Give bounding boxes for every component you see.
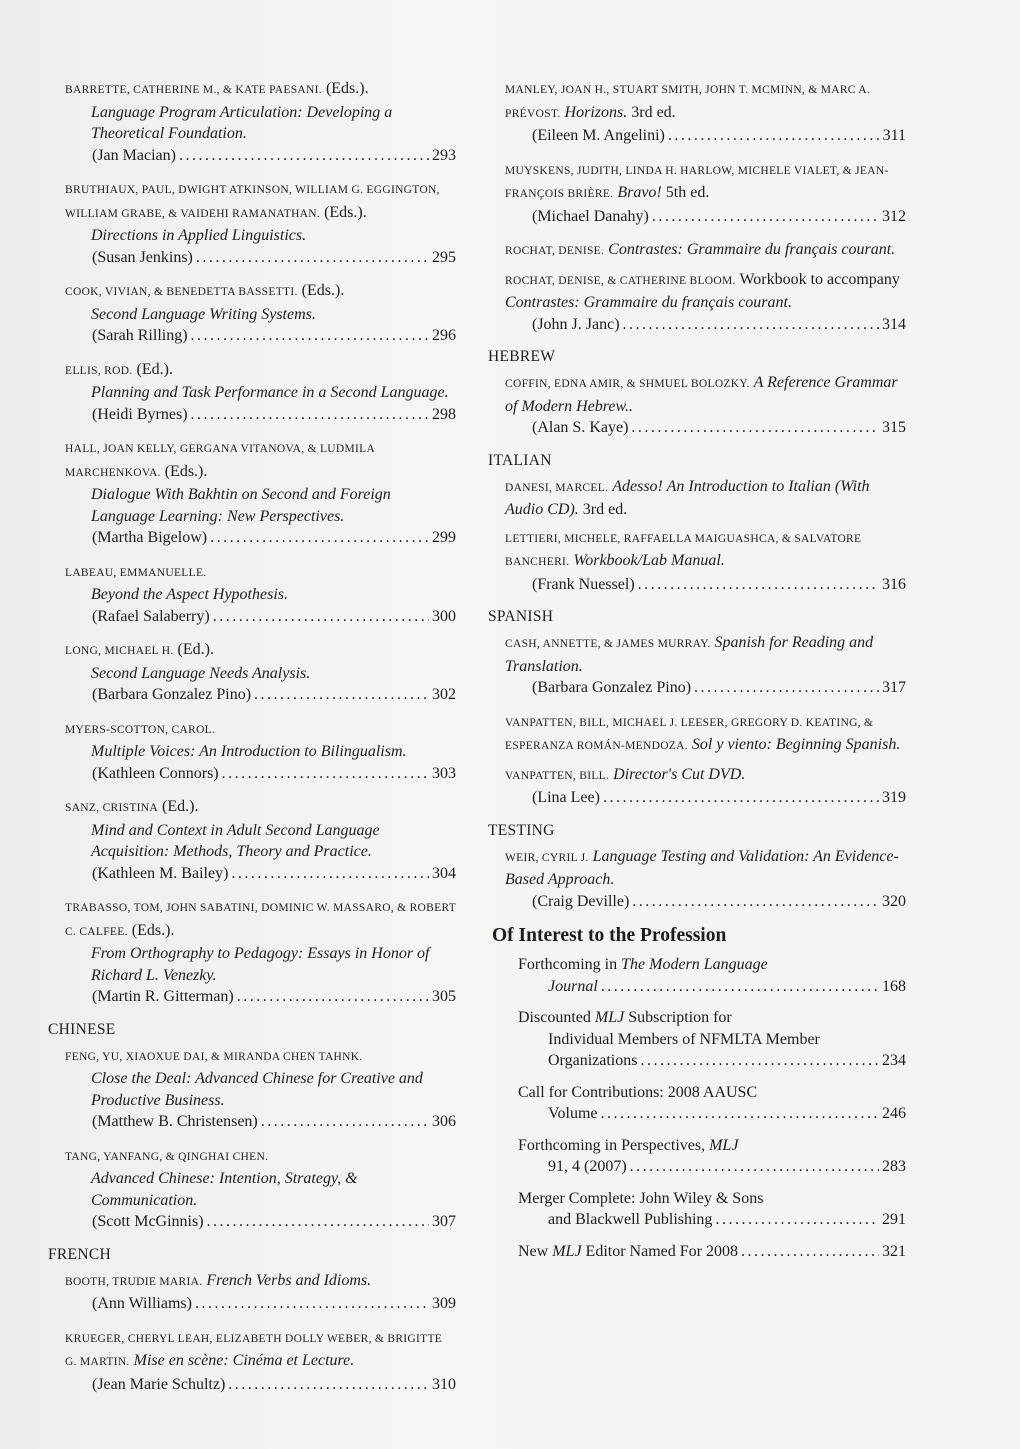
reviewer: (Barbara Gonzalez Pino): [532, 679, 692, 696]
page-number: 304: [432, 864, 456, 882]
review-line: [505, 125, 906, 147]
of-interest-text: [518, 1137, 738, 1154]
of-interest-text: [548, 1103, 597, 1125]
section-heading-testing: TESTING: [488, 821, 555, 839]
of-interest-fragment: 91, 4 (2007): [548, 1158, 627, 1175]
of-interest-item: [488, 1241, 906, 1263]
entry-eds: (Eds.).: [325, 80, 369, 97]
leader-dots: [715, 1209, 879, 1231]
of-interest-text: [548, 1209, 712, 1231]
page-number: 317: [882, 679, 906, 696]
reviewer: (Sarah Rilling): [92, 327, 188, 344]
entry-authors: LABEAU, EMMANUELLE.: [65, 566, 207, 579]
section-heading-hebrew: HEBREW: [488, 348, 556, 365]
section-heading-french: FRENCH: [48, 1245, 111, 1263]
entry: [488, 764, 906, 809]
entry-title: Bravo!: [617, 184, 662, 201]
reviewer: (Ann Williams): [92, 1295, 192, 1312]
entry-authors: LONG, MICHAEL H.: [65, 645, 174, 657]
review-line: [65, 986, 456, 1008]
of-interest-fragment: Organizations: [548, 1052, 638, 1069]
entry: [48, 796, 456, 884]
entry-title: Contrastes: Grammaire du français courant.: [505, 294, 792, 311]
entry-title: Contrastes: Grammaire du français courant.: [608, 241, 896, 258]
review-line: [505, 206, 906, 228]
review-line: [65, 684, 456, 706]
entry: [488, 527, 906, 596]
page-number: 309: [432, 1295, 456, 1312]
page-number: 319: [882, 789, 906, 806]
of-interest-text: [548, 1031, 820, 1048]
entry-authors: CASH, ANNETTE, & JAMES MURRAY.: [505, 638, 711, 650]
entry: [48, 359, 456, 426]
entry: [48, 1145, 456, 1233]
reviewer: (Jan Macian): [92, 146, 176, 164]
page-number: 283: [882, 1158, 906, 1175]
of-interest-line: [518, 954, 906, 976]
entry: [48, 639, 456, 706]
entry-title: A Reference Grammar of Modern Hebrew..: [505, 374, 898, 415]
of-interest-fragment: Volume: [548, 1105, 598, 1122]
entry-authors: FENG, YU, XIAOXUE DAI, & MIRANDA CHEN TAHNK.: [65, 1050, 363, 1063]
page-number: 295: [432, 248, 456, 266]
page-number: 293: [432, 146, 456, 164]
of-interest-fragment: Subscription for: [624, 1009, 732, 1026]
of-interest-fragment: MLJ: [594, 1009, 625, 1026]
entry-title: Sol y viento: Beginning Spanish.: [691, 736, 901, 753]
of-interest-last-line: [518, 1241, 906, 1263]
entry: [488, 632, 906, 699]
of-interest-text: [518, 1084, 757, 1101]
entry-authors: SANZ, CRISTINA: [65, 802, 159, 814]
entry-edition: 3rd ed.: [631, 103, 676, 121]
reviewer: (Susan Jenkins): [92, 248, 193, 266]
right-column: [488, 78, 906, 1272]
of-interest-text: [518, 956, 768, 973]
section-heading-chinese: CHINESE: [48, 1020, 116, 1038]
of-interest-fragment: Journal: [548, 977, 598, 995]
entry: [488, 269, 906, 336]
entry-eds: (Ed.).: [136, 360, 173, 378]
leader-dots: [630, 1156, 879, 1178]
of-interest-fragment: New: [518, 1242, 553, 1260]
section-heading-italian: ITALIAN: [488, 451, 552, 469]
of-interest-fragment: The Modern Language: [621, 956, 768, 973]
of-interest-heading: Of Interest to the Profession: [492, 925, 727, 946]
of-interest-text: [548, 976, 598, 998]
entry-authors: MYERS-SCOTTON, CAROL.: [65, 723, 216, 736]
of-interest-fragment: Merger Complete: John Wiley & Sons: [518, 1189, 764, 1207]
of-interest-text: [548, 1156, 627, 1178]
entry: [488, 846, 906, 913]
entry-title: Dialogue With Bakhtin on Second and Foreign Language Learning: New Perspectives.: [91, 486, 391, 525]
entry-title: Second Language Writing Systems.: [91, 305, 316, 323]
entry-eds: (Eds.).: [324, 203, 367, 221]
page-number: 312: [882, 207, 906, 225]
page-number: 314: [882, 315, 906, 333]
entry: [48, 1270, 456, 1315]
entry-authors: MUYSKENS, JUDITH, LINDA H. HARLOW, MICHELE VIALET, & JEAN-FRANÇOIS BRIÈRE.: [505, 164, 889, 200]
of-interest-line: [518, 1082, 906, 1104]
review-line: [65, 763, 456, 785]
reviewer: (Kathleen M. Bailey): [92, 864, 229, 882]
entry-title: From Orthography to Pedagogy: Essays in Honor of Richard L. Venezky.: [91, 945, 430, 984]
reviewer: (Barbara Gonzalez Pino): [92, 686, 252, 703]
entry: [488, 159, 906, 228]
page-number: 316: [882, 575, 906, 593]
entry-title: Spanish for Reading and Translation.: [505, 634, 874, 675]
entry: [48, 896, 456, 1008]
of-interest-fragment: MLJ: [709, 1136, 739, 1154]
entry-title: Second Language Needs Analysis.: [91, 664, 311, 682]
entry-authors: KRUEGER, CHERYL LEAH, ELIZABETH DOLLY WEBER, & BRIGITTE G. MARTIN.: [65, 1332, 443, 1368]
entry-title: Close the Deal: Advanced Chinese for Creative and Productive Business.: [91, 1070, 423, 1109]
entry-authors: WEIR, CYRIL J.: [505, 851, 589, 864]
entry: [48, 561, 456, 628]
reviewer: (Alan S. Kaye): [532, 419, 629, 436]
of-interest-fragment: Individual Members of NFMLTA Member: [548, 1030, 820, 1048]
entry-title: French Verbs and Idioms.: [206, 1271, 372, 1289]
entry-title: Horizons.: [564, 103, 628, 121]
entry-title: Director's Cut DVD.: [613, 765, 746, 783]
entry: [488, 78, 906, 147]
entry-authors: MANLEY, JOAN H., STUART SMITH, JOHN T. MCMINN, & MARC A. PRÉVOST.: [505, 84, 871, 120]
of-interest-list: [488, 954, 906, 1262]
page-number: 307: [432, 1213, 456, 1230]
entry-eds: (Ed.).: [162, 798, 199, 815]
entry-edition: 5th ed.: [665, 184, 710, 201]
entry-authors: VANPATTEN, BILL, MICHAEL J. LEESER, GREGORY D. KEATING, & ESPERANZA ROMÁN-MENDOZA.: [505, 716, 874, 752]
section-heading-spanish: SPANISH: [488, 608, 554, 625]
review-line: [65, 1374, 456, 1396]
entry-authors: LETTIERI, MICHELE, RAFFAELLA MAIGUASHCA, & SALVATORE BANCHERI.: [505, 532, 862, 568]
entry-title: Directions in Applied Linguistics.: [91, 227, 307, 244]
page-number: 299: [432, 529, 456, 546]
entry-edition: 3rd ed.: [582, 501, 628, 518]
reviewer: (Matthew B. Christensen): [92, 1113, 258, 1130]
review-line: [65, 1111, 456, 1133]
entry-authors: BOOTH, TRUDIE MARIA.: [65, 1275, 203, 1288]
entry: [48, 280, 456, 347]
of-interest-item: [488, 1007, 906, 1072]
of-interest-line: [518, 1188, 906, 1210]
page-number: 315: [882, 419, 906, 436]
reviewer: (Heidi Byrnes): [92, 405, 188, 423]
entry-title: Mise en scène: Cinéma et Lecture.: [133, 1352, 355, 1369]
review-line: [505, 417, 906, 439]
of-interest-line: [518, 1135, 906, 1157]
review-line: [505, 314, 906, 336]
entry-title: Adesso! An Introduction to Italian (With Audio CD).: [505, 477, 870, 518]
entry: [488, 476, 906, 521]
review-line: [65, 863, 456, 885]
page-number: 168: [882, 977, 906, 995]
of-interest-text: [548, 1050, 637, 1072]
entry: [488, 239, 906, 263]
entry-authors: BARRETTE, CATHERINE M., & KATE PAESANI.: [65, 84, 322, 96]
entry: [48, 178, 456, 268]
reviewer: (Rafael Salaberry): [92, 607, 210, 625]
of-interest-fragment: Forthcoming in Perspectives,: [518, 1136, 710, 1154]
entry-title: Language Program Articulation: Developing a Theoretical Foundation.: [91, 103, 393, 142]
reviewer: (Jean Marie Schultz): [92, 1375, 226, 1393]
entry-authors: BRUTHIAUX, PAUL, DWIGHT ATKINSON, WILLIAM G. EGGINGTON, WILLIAM GRABE, & VAIDEHI RAMANATHAN.: [65, 184, 440, 220]
entry: [48, 1045, 456, 1133]
reviewer: (Scott McGinnis): [92, 1213, 204, 1230]
entry-authors: TANG, YANFANG, & QINGHAI CHEN.: [65, 1150, 269, 1163]
review-line: [65, 527, 456, 549]
of-interest-text: [518, 1241, 738, 1263]
reviewer: (John J. Janc): [532, 315, 620, 333]
of-interest-item: [488, 1188, 906, 1231]
reviewer: (Craig Deville): [532, 892, 630, 910]
entry-authors: ROCHAT, DENISE.: [505, 245, 605, 257]
entry-title: Multiple Voices: An Introduction to Bilingualism.: [91, 743, 407, 760]
entry: [48, 1327, 456, 1396]
of-interest-last-line: [518, 976, 906, 998]
of-interest-fragment: and Blackwell Publishing: [548, 1211, 713, 1228]
entry-eds: (Eds.).: [164, 462, 208, 480]
entry: [48, 718, 456, 785]
of-interest-item: [488, 954, 906, 997]
entry-authors: ROCHAT, DENISE, & CATHERINE BLOOM.: [505, 274, 736, 287]
review-line: [505, 787, 906, 809]
of-interest-fragment: Editor Named For 2008: [581, 1242, 738, 1260]
of-interest-last-line: [518, 1209, 906, 1231]
review-line: [505, 891, 906, 913]
leader-dots: [601, 976, 879, 998]
of-interest-text: [518, 1190, 763, 1207]
page-number: 246: [882, 1105, 906, 1122]
review-line: [65, 1293, 456, 1315]
reviewer: (Kathleen Connors): [92, 764, 219, 782]
entry-eds: (Eds.).: [131, 921, 175, 939]
of-interest-last-line: [518, 1156, 906, 1178]
page-number: 298: [432, 405, 456, 423]
review-line: [65, 1211, 456, 1233]
entry: [488, 372, 906, 439]
review-line: [505, 677, 906, 699]
entry-title: Advanced Chinese: Intention, Strategy, & Communication.: [91, 1170, 358, 1209]
entry-authors: COFFIN, EDNA AMIR, & SHMUEL BOLOZKY.: [505, 378, 750, 390]
of-interest-fragment: Forthcoming in: [518, 956, 622, 973]
of-interest-fragment: Discounted: [518, 1009, 595, 1026]
entry: [488, 711, 906, 758]
page-number: 296: [432, 327, 456, 344]
review-line: [65, 325, 456, 347]
entry-title: Planning and Task Performance in a Second Language.: [91, 384, 449, 401]
leader-dots: [600, 1103, 879, 1125]
entry-authors: TRABASSO, TOM, JOHN SABATINI, DOMINIC W. MASSARO, & ROBERT C. CALFEE.: [65, 902, 456, 938]
leader-dots: [640, 1050, 879, 1072]
page-number: 234: [882, 1052, 906, 1069]
reviewer: (Frank Nuessel): [532, 575, 635, 593]
page-number: 310: [432, 1375, 456, 1393]
of-interest-last-line: [518, 1050, 906, 1072]
reviewer: (Michael Danahy): [532, 207, 649, 225]
left-column: [48, 78, 456, 1407]
entry-authors: DANESI, MARCEL.: [505, 481, 609, 494]
page-number: 311: [882, 127, 906, 144]
page-number: 321: [882, 1242, 906, 1260]
entry-authors: ELLIS, ROD.: [65, 364, 133, 377]
page-number: 303: [432, 764, 456, 782]
page-number: 320: [882, 892, 906, 910]
entry-title: Mind and Context in Adult Second Language Acquisition: Methods, Theory and Practice.: [91, 821, 380, 860]
review-line: [65, 145, 456, 167]
of-interest-fragment: Call for Contributions: 2008 AAUSC: [518, 1083, 758, 1101]
review-line: [65, 606, 456, 628]
of-interest-last-line: [518, 1103, 906, 1125]
of-interest-line: [518, 1029, 906, 1051]
of-interest-text: [518, 1009, 732, 1026]
of-interest-item: [488, 1082, 906, 1125]
review-line: [65, 247, 456, 269]
review-line: [65, 404, 456, 426]
page-number: 302: [432, 686, 456, 703]
entry: [48, 437, 456, 549]
reviewer: (Eileen M. Angelini): [532, 127, 665, 144]
entry-authors: HALL, JOAN KELLY, GERGANA VITANOVA, & LUDMILA MARCHENKOVA.: [65, 443, 375, 479]
reviewer: (Martin R. Gitterman): [92, 988, 234, 1005]
review-line: [505, 574, 906, 596]
reviewer: (Lina Lee): [532, 789, 600, 806]
of-interest-line: [518, 1007, 906, 1029]
entry-eds: (Eds.).: [301, 282, 345, 299]
page-number: 306: [432, 1113, 456, 1130]
entry-eds: (Ed.).: [177, 641, 214, 658]
entry-title: Beyond the Aspect Hypothesis.: [91, 586, 288, 603]
of-interest-item: [488, 1135, 906, 1178]
entry-authors: VANPATTEN, BILL.: [505, 769, 610, 782]
leader-dots: [741, 1241, 879, 1263]
page-number: 305: [432, 988, 456, 1005]
entry-title: Language Testing and Validation: An Evidence-Based Approach.: [505, 847, 899, 888]
page-number: 300: [432, 607, 456, 625]
of-interest-fragment: MLJ: [552, 1242, 582, 1260]
reviewer: (Martha Bigelow): [92, 529, 208, 546]
page-number: 291: [882, 1211, 906, 1228]
entry-authors: COOK, VIVIAN, & BENEDETTA BASSETTI.: [65, 286, 298, 298]
entry: [48, 78, 456, 166]
entry-pre-title: Workbook to accompany: [739, 270, 900, 288]
entry-title: Workbook/Lab Manual.: [573, 552, 725, 569]
